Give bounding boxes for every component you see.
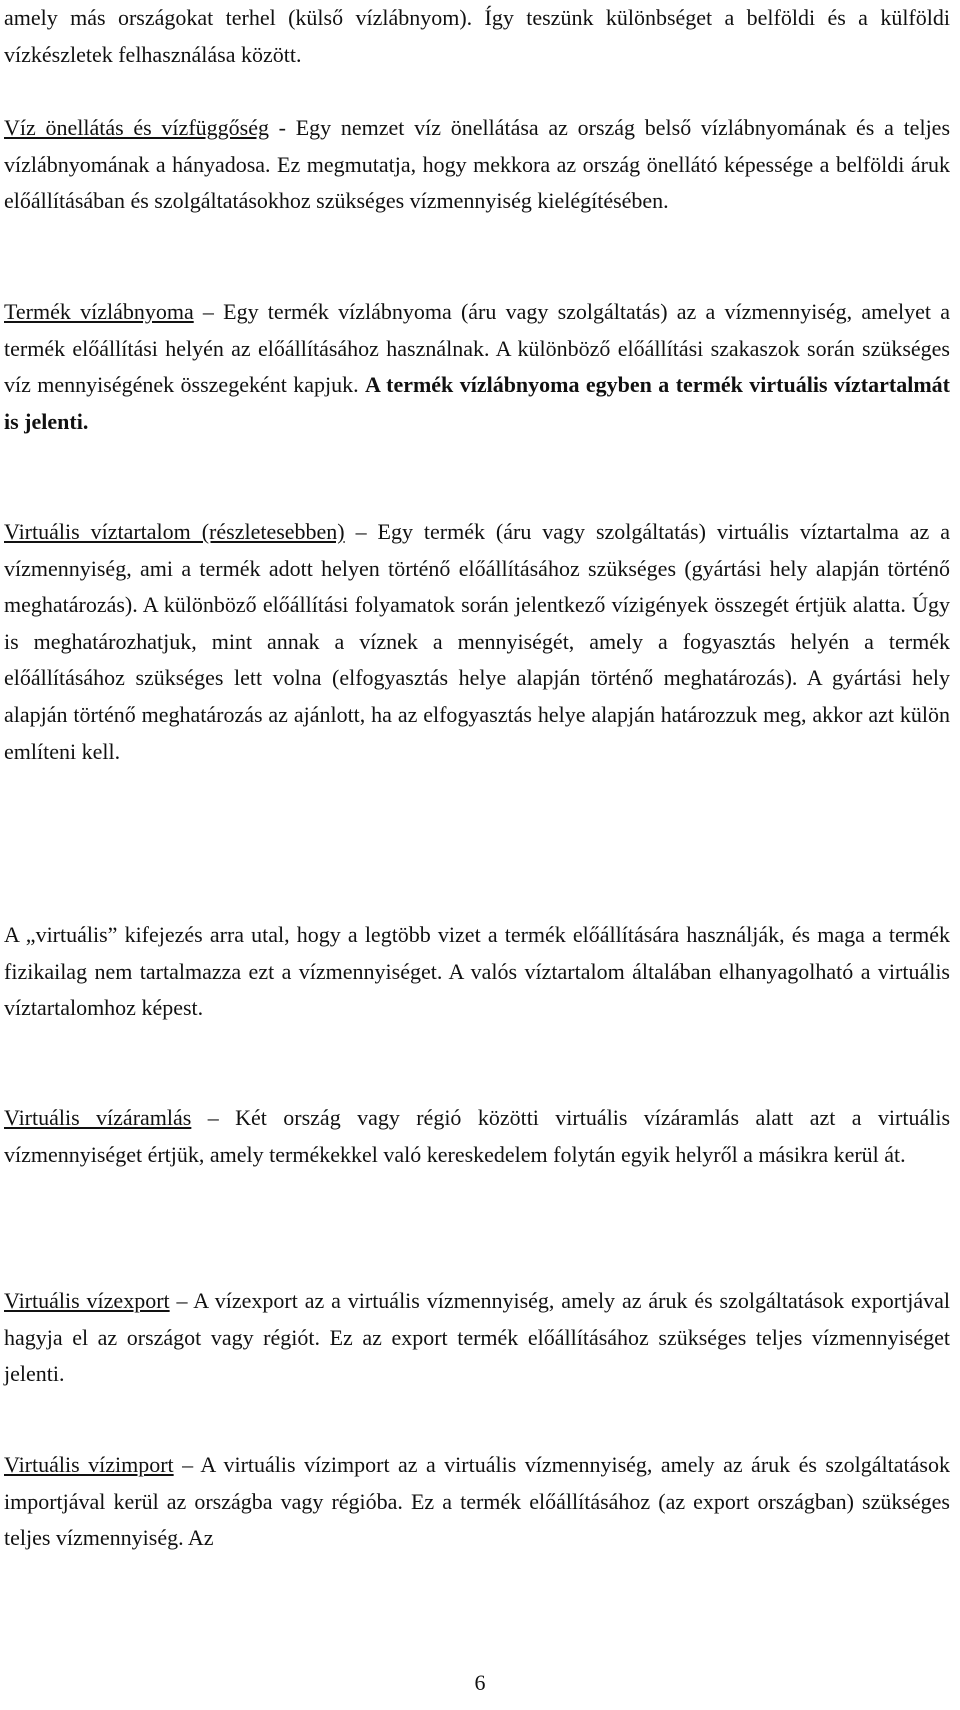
term-separator: – [193,299,224,324]
page-number: 6 [474,1670,486,1695]
term-separator: – [344,519,378,544]
paragraph-text: A vízexport az a virtuális vízmennyiség, amely az áruk és szolgáltatások exportjával hagyja el az országot vagy régiót. Ez az export termék előállításához szükséges teljes vízmennyiséget jelenti. [4,1288,950,1387]
term-heading: Virtuális vízimport [4,1452,174,1477]
paragraph-text: Egy nemzet víz önellátása az ország belső vízlábnyomának és a teljes vízlábnyomának a hányadosa. Ez megmutatja, hogy mekkora az ország önellátó képessége a belföldi áruk előállításában és szolgáltatásokhoz szükséges vízmennyiség kielégítésében. [4,115,951,214]
paragraph-virtual-water-export [4,1283,950,1393]
paragraph-virtual-explanation [4,917,950,1027]
term-heading: Virtuális víztartalom (részletesebben) [4,519,345,544]
paragraph-virtual-water-import [4,1447,950,1557]
term-heading: Víz önellátás és vízfüggőség [4,115,269,140]
paragraph-product-water-footprint [4,294,950,440]
paragraph-text: A virtuális vízimport az a virtuális vízmennyiség, amely az áruk és szolgáltatások importjával kerül az országba vagy régióba. Ez a termék előállításához (az export országban) szükséges teljes vízmennyiség. Az [4,1452,950,1551]
paragraph-virtual-water-content [4,514,950,770]
paragraph-text: Két ország vagy régió közötti virtuális vízáramlás alatt azt a virtuális vízmennyiséget értjük, amely termékekkel való kereskedelem folytán egyik helyről a másikra kerül át. [4,1105,951,1167]
paragraph-virtual-water-flow [4,1100,950,1173]
paragraph-text: amely más országokat terhel (külső vízlábnyom). Így teszünk különbséget a belföldi és a külföldi vízkészletek felhasználása között. [4,5,950,67]
paragraph-text: Egy termék (áru vagy szolgáltatás) virtuális víztartalma az a vízmennyiség, ami a termék adott helyen történő előállításához szükséges (gyártási hely alapján történő meghatározás). A különböző előállítási folyamatok során jelentkező vízigények összegét értjük alatta. Úgy is meghatározhatjuk, mint annak a víznek a mennyiségét, amely a fogyasztás helyén a termék előállításához szükséges lett volna (elfogyasztás helye alapján történő meghatározás). A gyártási hely alapján történő meghatározás az ajánlott, ha az elfogyasztás helye alapján határozzuk meg, akkor azt külön említeni kell. [4,519,951,764]
term-heading: Termék vízlábnyoma [4,299,194,324]
paragraph-continuation [4,0,950,73]
paragraph-water-self-sufficiency [4,110,950,220]
term-heading: Virtuális vízexport [4,1288,170,1313]
term-separator: – [191,1105,236,1130]
term-separator: - [268,115,296,140]
paragraph-text: A „virtuális” kifejezés arra utal, hogy a legtöbb vizet a termék előállítására használják, és maga a termék fizikailag nem tartalmazza ezt a vízmennyiséget. A valós víztartalom általában elhanyagolható a virtuális víztartalomhoz képest. [4,922,950,1021]
term-separator: – [173,1452,201,1477]
paragraph-bold-text: A termék vízlábnyoma egyben a termék virtuális víztartalmát is jelenti. [4,372,950,434]
paragraph-text: Egy termék vízlábnyoma (áru vagy szolgáltatás) az a vízmennyiség, amelyet a termék előállítási helyén az előállításához használnak. A különböző előállítási szakaszok során szükséges víz mennyiségének összegeként kapjuk. [4,299,950,398]
term-heading: Virtuális vízáramlás [4,1105,192,1130]
term-separator: – [169,1288,194,1313]
